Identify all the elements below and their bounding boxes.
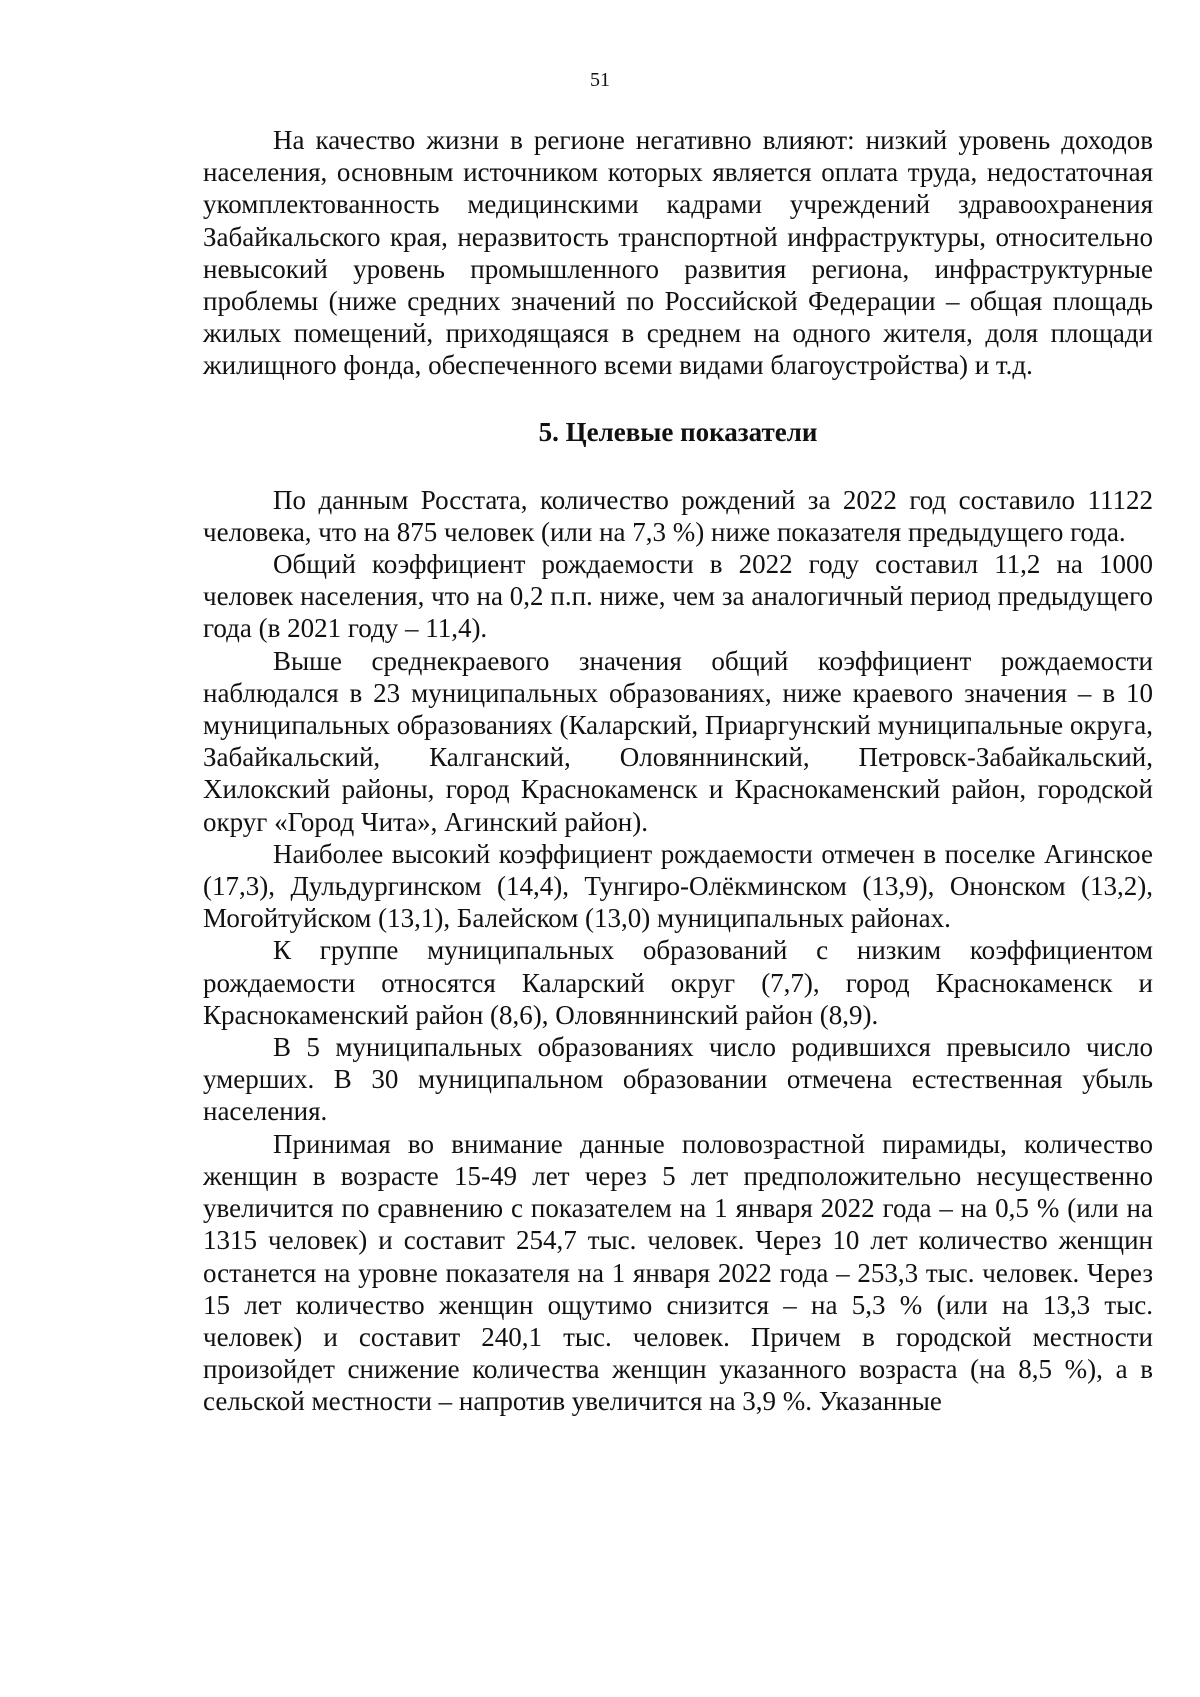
paragraph-highest-rate: Наиболее высокий коэффициент рождаемости отмечен в поселке Агинское (17,3), Дульдургинском (14,4), Тунгиро-Олёкминском (13,9), Ононском (13,2), Могойтуйском (13,1), Балейском (13,0) муниципальных районах.: [203, 838, 1153, 934]
paragraph-birth-rate: Общий коэффициент рождаемости в 2022 году составил 11,2 на 1000 человек населения, что на 0,2 п.п. ниже, чем за аналогичный период предыдущего года (в 2021 году – 11,4).: [203, 549, 1153, 644]
page-number: 51: [590, 69, 610, 91]
paragraph-above-average: Выше среднекраевого значения общий коэффициент рождаемости наблюдался в 23 муниципальных образованиях, ниже краевого значения – в 10 муниципальных образованиях (Каларский, Приаргунский муниципальные округа, Забайкальский, Калганский, Оловяннинский, Петровск-Забайкальский, Хилокский районы, город Краснокаменск и Краснокаменский район, городской округ «Город Чита», Агинский район).: [203, 645, 1153, 837]
paragraph-births: По данным Росстата, количество рождений за 2022 год составило 11122 человека, что на 875 человек (или на 7,3 %) ниже показателя предыдущего года.: [203, 484, 1153, 547]
section-heading: 5. Целевые показатели: [538, 416, 818, 447]
paragraph-forecast: Принимая во внимание данные половозрастной пирамиды, количество женщин в возрасте 15-49 лет через 5 лет предположительно несущественно увеличится по сравнению с показателем на 1 января 2022 года – на 0,5 % (или на 1315 человек) и составит 254,7 тыс. человек. Через 10 лет количество женщин останется на уровне показателя на 1 января 2022 года – 253,3 тыс. человек. Через 15 лет количество женщин ощутимо снизится – на 5,3 % (или на 13,3 тыс. человек) и составит 240,1 тыс. человек. Причем в городской местности произойдет снижение количества женщин указанного возраста (на 8,5 %), а в сельской местности – напротив увеличится на 3,9 %. Указанные: [203, 1128, 1153, 1417]
document-body: [203, 124, 1153, 1418]
intro-paragraph: На качество жизни в регионе негативно влияют: низкий уровень доходов населения, основным источником которых является оплата труда, недостаточная укомплектованность медицинскими кадрами учреждений здравоохранения Забайкальского края, неразвитость транспортной инфраструктуры, относительно невысокий уровень промышленного развития региона, инфраструктурные проблемы (ниже средних значений по Российской Федерации – общая площадь жилых помещений, приходящаяся в среднем на одного жителя, доля площади жилищного фонда, обеспеченного всеми видами благоустройства) и т.д.: [203, 125, 1153, 381]
paragraph-natural-change: В 5 муниципальных образованиях число родившихся превысило число умерших. В 30 муниципальном образовании отмечена естественная убыль населения.: [203, 1032, 1153, 1127]
paragraph-low-rate-group: К группе муниципальных образований с низким коэффициентом рождаемости относятся Каларский округ (7,7), город Краснокаменск и Краснокаменский район (8,6), Оловяннинский район (8,9).: [203, 935, 1153, 1030]
